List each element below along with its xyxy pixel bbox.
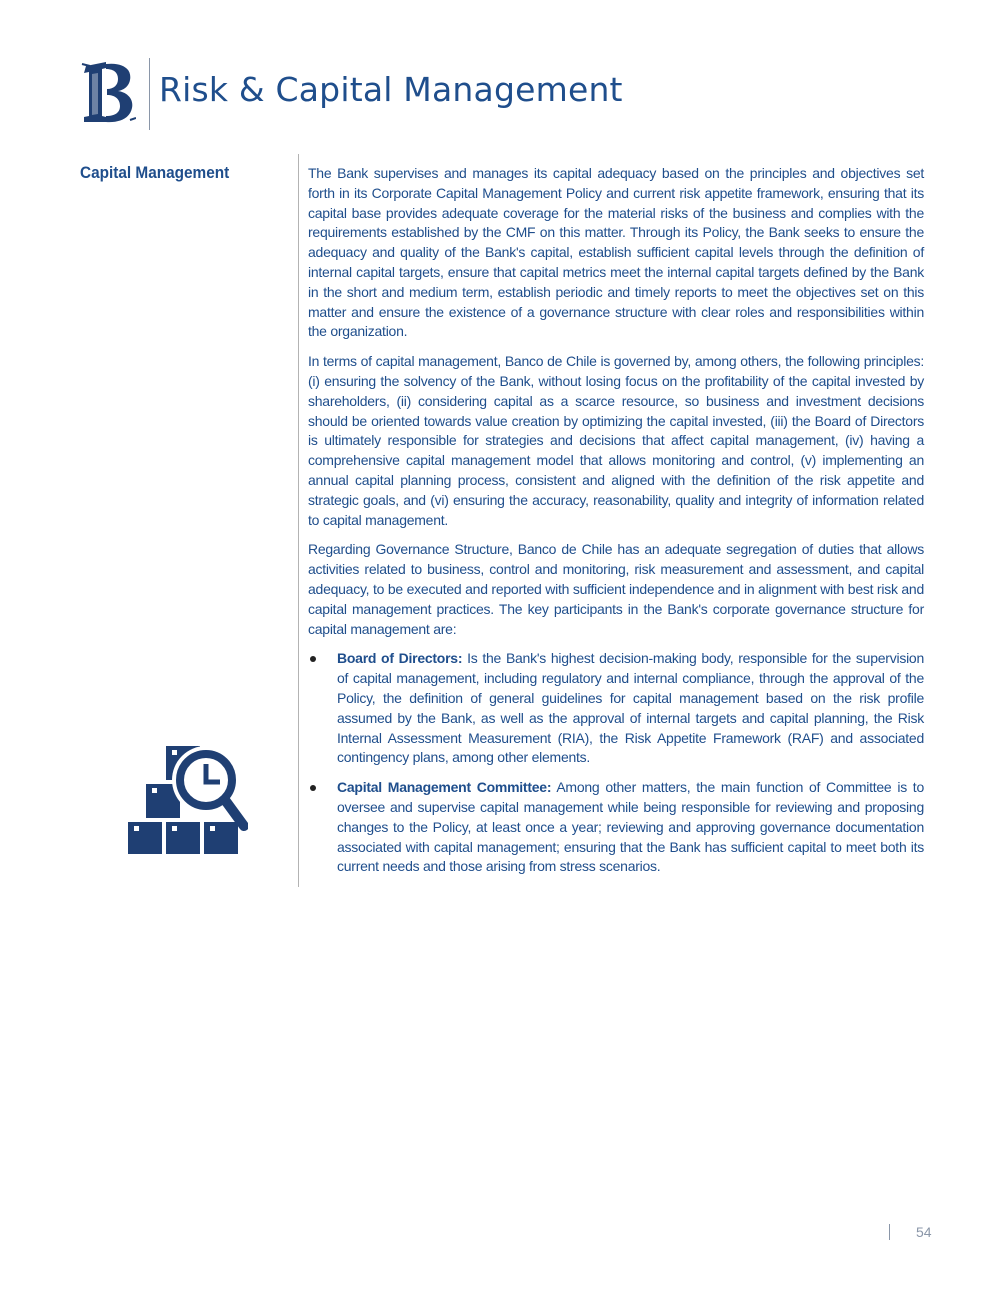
paragraph-capital-adequacy: The Bank supervises and manages its capital adequacy based on the principles and objectives set forth in its Corporate Capital Management Policy and current risk appetite framework, ensuring that its capital base provides adequate coverage for the material risks of the business and complies with the requirements established by the CMF on this matter. Through its Policy, the Bank seeks to ensure the adequacy and quality of the Bank's capital, establish sufficient capital levels through the definition of internal capital targets, ensure that capital metrics meet the internal capital targets defined by the Bank in the short and medium term, establish periodic and timely reports to meet the objectives set on this matter and ensure the existence of a governance structure with clear roles and responsibilities within the organization. xyxy=(308,165,924,340)
title-divider xyxy=(149,58,150,130)
main-content xyxy=(308,164,924,887)
bullet-term: Capital Management Committee: xyxy=(337,779,552,796)
paragraph-governance-structure: Regarding Governance Structure, Banco de Chile has an adequate segregation of duties that allows activities related to business, control and monitoring, risk measurement and assessment, and capital adequacy, to be executed and reported with sufficient independence and in alignment with best risk and capital management practices. The key participants in the Bank's corporate governance structure for capital management are: xyxy=(308,541,924,637)
bullet-text: Among other matters, the main function of Committee is to oversee and supervise capital management while being responsible for reviewing and proposing changes to the Policy, at least once a year; reviewing and approving governance documentation associated with capital management; ensuring that the Bank has sufficient capital to meet both its current needs and those arising from stress scenarios. xyxy=(337,779,924,875)
bank-logo-icon xyxy=(80,60,136,124)
paragraph-principles: In terms of capital management, Banco de Chile is governed by, among others, the following principles: (i) ensuring the solvency of the Bank, without losing focus on the profitability of the capital invested by shareholders, (ii) considering capital as a scarce resource, so business and investment decisions should be oriented towards value creation by optimizing the capital invested, (iii) the Board of Directors is ultimately responsible for strategies and decisions that affect capital management, (iv) having a comprehensive capital management model that allows monitoring and control, (v) implementing an annual capital planning process, consistent and aligned with the definition of the risk appetite and strategic goals, and (vi) ensuring the accuracy, reasonability, quality and integrity of information related to capital management. xyxy=(308,353,924,528)
bullet-text: Is the Bank's highest decision-making body, responsible for the supervision of capital management, including regulatory and internal compliance, through the approval of the Policy, the definition of general guidelines for capital management based on the risk profile assumed by the Bank, as well as the approval of internal targets and capital planning, the Risk Internal Assessment Measurement (RIA), the Risk Appetite Framework (RAF) and associated contingency plans, among other elements. xyxy=(337,650,924,766)
column-divider xyxy=(298,154,299,887)
page-number: 54 xyxy=(916,1224,932,1240)
list-item-board-of-directors xyxy=(308,649,924,768)
bullet-icon xyxy=(310,785,316,791)
bullet-term: Board of Directors: xyxy=(337,650,463,667)
bullet-icon xyxy=(310,656,316,662)
section-label: Capital Management xyxy=(80,164,230,182)
list-item-capital-management-committee xyxy=(308,778,924,877)
footer-separator xyxy=(889,1224,890,1240)
governance-participants-list xyxy=(308,649,924,877)
page-title: Risk & Capital Management xyxy=(159,70,623,109)
boxes-magnifier-icon xyxy=(126,744,248,856)
